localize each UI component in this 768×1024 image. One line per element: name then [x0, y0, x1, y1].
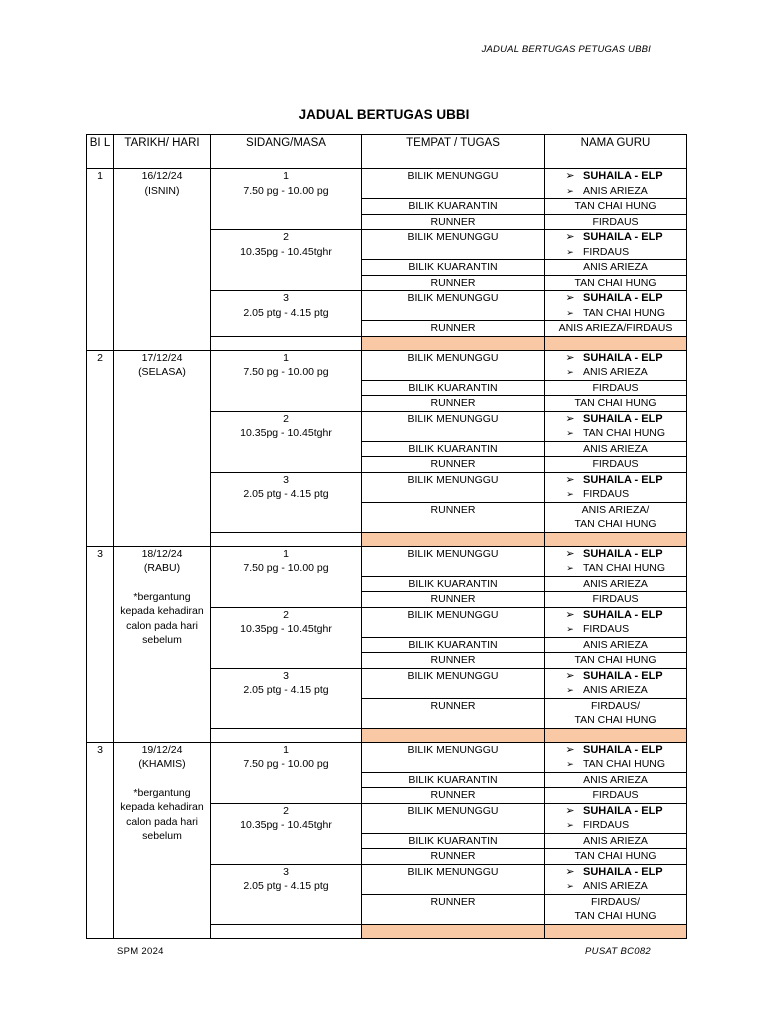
teacher-cell — [545, 396, 687, 412]
teacher-list-cell — [545, 230, 687, 260]
teacher-cell — [545, 214, 687, 230]
place-cell: BILIK KUARANTIN — [362, 772, 545, 788]
teacher-name: FIRDAUS/ — [590, 895, 640, 908]
table-row — [87, 169, 687, 199]
teacher-cell — [545, 380, 687, 396]
teacher-name: ANIS ARIEZA — [583, 577, 648, 590]
separator-cell — [545, 924, 687, 938]
session-time: 2.05 ptg - 4.15 ptg — [243, 880, 329, 892]
place-cell: RUNNER — [362, 214, 545, 230]
separator-cell — [545, 336, 687, 350]
teacher-list-item — [547, 743, 684, 758]
session-cell — [211, 350, 362, 411]
place-cell: BILIK KUARANTIN — [362, 199, 545, 215]
place-cell: RUNNER — [362, 275, 545, 291]
session-time: 7.50 pg - 10.00 pg — [243, 562, 329, 574]
arrow-bullet-icon: ➢ — [566, 759, 574, 769]
session-time: 10.35pg - 10.45tghr — [240, 623, 332, 635]
place-cell: BILIK MENUNGGU — [362, 864, 545, 894]
arrow-bullet-icon: ➢ — [565, 292, 575, 304]
place-cell: BILIK MENUNGGU — [362, 803, 545, 833]
arrow-bullet-icon: ➢ — [565, 473, 575, 486]
arrow-bullet-icon: ➢ — [566, 820, 574, 830]
teacher-cell — [545, 321, 687, 337]
day-text: (RABU) — [143, 562, 181, 574]
teacher-list-cell — [545, 411, 687, 441]
session-number: 3 — [283, 292, 289, 304]
place-cell: BILIK KUARANTIN — [362, 833, 545, 849]
lead-teacher-name: SUHAILA - ELP — [583, 547, 663, 560]
teacher-list-cell — [545, 668, 687, 698]
teacher-list-item — [547, 291, 684, 306]
day-text: (SELASA) — [138, 366, 186, 378]
teacher-name: FIRDAUS — [592, 593, 639, 605]
teacher-name: FIRDAUS — [583, 245, 630, 258]
teacher-list-item — [547, 487, 684, 502]
separator-blank — [211, 532, 362, 546]
session-number: 1 — [283, 351, 289, 364]
date-cell — [114, 742, 211, 938]
session-number: 2 — [283, 608, 289, 621]
teacher-list-item — [547, 426, 684, 441]
teacher-list-item — [547, 473, 684, 488]
teacher-list-item — [547, 669, 684, 684]
footer-exam: SPM 2024 — [117, 946, 164, 957]
teacher-cell — [545, 637, 687, 653]
place-cell: BILIK MENUNGGU — [362, 546, 545, 576]
separator-cell — [545, 728, 687, 742]
teacher-list-cell — [545, 291, 687, 321]
place-cell: BILIK KUARANTIN — [362, 441, 545, 457]
teacher-cell — [545, 894, 687, 924]
arrow-bullet-icon: ➢ — [566, 563, 574, 573]
arrow-bullet-icon: ➢ — [566, 685, 574, 695]
teacher-name: ANIS ARIEZA — [583, 261, 648, 273]
session-cell — [211, 169, 362, 230]
arrow-bullet-icon: ➢ — [565, 547, 575, 560]
teacher-name: TAN CHAI HUNG — [574, 654, 657, 666]
session-cell — [211, 546, 362, 607]
place-cell: BILIK KUARANTIN — [362, 260, 545, 276]
teacher-name: ANIS ARIEZA — [583, 184, 648, 197]
separator-cell — [362, 532, 545, 546]
lead-teacher-name: SUHAILA - ELP — [583, 170, 663, 182]
table-row — [87, 350, 687, 380]
table-row — [87, 742, 687, 772]
teacher-list-cell — [545, 803, 687, 833]
teacher-cell — [545, 502, 687, 532]
teacher-cell — [545, 833, 687, 849]
teacher-list-cell — [545, 169, 687, 199]
place-cell: BILIK KUARANTIN — [362, 637, 545, 653]
place-cell: BILIK MENUNGGU — [362, 607, 545, 637]
teacher-name: ANIS ARIEZA/ — [581, 503, 650, 516]
teacher-cell — [545, 457, 687, 473]
bil-cell: 1 — [87, 169, 114, 351]
lead-teacher-name: SUHAILA - ELP — [583, 292, 663, 304]
teacher-list-cell — [545, 350, 687, 380]
place-cell: BILIK MENUNGGU — [362, 668, 545, 698]
arrow-bullet-icon: ➢ — [565, 865, 575, 878]
place-cell: RUNNER — [362, 894, 545, 924]
session-time: 7.50 pg - 10.00 pg — [243, 184, 329, 197]
place-cell: BILIK KUARANTIN — [362, 380, 545, 396]
date-cell — [114, 546, 211, 742]
teacher-name: FIRDAUS — [592, 381, 639, 394]
place-cell: BILIK MENUNGGU — [362, 350, 545, 380]
session-time: 7.50 pg - 10.00 pg — [243, 366, 329, 378]
teacher-name: FIRDAUS — [583, 488, 630, 500]
teacher-name: ANIS ARIEZA — [583, 366, 648, 378]
place-cell: RUNNER — [362, 321, 545, 337]
table-header-row — [87, 135, 687, 169]
lead-teacher-name: SUHAILA - ELP — [583, 231, 663, 243]
arrow-bullet-icon: ➢ — [566, 489, 574, 499]
teacher-list-item — [547, 608, 684, 623]
arrow-bullet-icon: ➢ — [565, 231, 575, 243]
arrow-bullet-icon: ➢ — [566, 881, 574, 891]
date-text: 16/12/24 — [141, 170, 183, 182]
schedule-table — [86, 134, 687, 939]
arrow-bullet-icon: ➢ — [565, 412, 575, 425]
teacher-name: TAN CHAI HUNG — [583, 427, 666, 439]
teacher-list-item — [547, 683, 684, 698]
teacher-name: TAN CHAI HUNG — [583, 758, 666, 770]
place-cell: RUNNER — [362, 396, 545, 412]
teacher-list-item — [547, 412, 684, 427]
session-cell — [211, 742, 362, 803]
session-number: 3 — [283, 865, 289, 878]
teacher-list-cell — [545, 864, 687, 894]
place-cell: BILIK MENUNGGU — [362, 291, 545, 321]
footer-centre: PUSAT BC082 — [585, 946, 651, 957]
teacher-name: FIRDAUS — [583, 819, 630, 831]
teacher-list-item — [547, 865, 684, 880]
bil-cell: 2 — [87, 350, 114, 546]
lead-teacher-name: SUHAILA - ELP — [583, 412, 663, 425]
session-number: 1 — [283, 547, 289, 560]
date-text: 17/12/24 — [141, 351, 183, 364]
teacher-cell — [545, 576, 687, 592]
session-time: 7.50 pg - 10.00 pg — [243, 758, 329, 770]
session-cell — [211, 607, 362, 668]
teacher-name: ANIS ARIEZA — [583, 880, 648, 892]
teacher-list-item — [547, 622, 684, 637]
session-cell — [211, 864, 362, 924]
place-cell: BILIK MENUNGGU — [362, 472, 545, 502]
teacher-list-item — [547, 547, 684, 562]
teacher-list-item — [547, 306, 684, 321]
session-cell — [211, 230, 362, 291]
session-number: 3 — [283, 473, 289, 486]
session-number: 2 — [283, 412, 289, 425]
table-row — [87, 546, 687, 576]
session-cell — [211, 803, 362, 864]
teacher-name: TAN CHAI HUNG — [574, 200, 657, 212]
teacher-cell — [545, 772, 687, 788]
lead-teacher-name: SUHAILA - ELP — [583, 669, 663, 682]
date-cell — [114, 350, 211, 546]
teacher-cell — [545, 788, 687, 804]
session-number: 2 — [283, 804, 289, 817]
session-number: 1 — [283, 170, 289, 182]
separator-blank — [211, 924, 362, 938]
teacher-list-item — [547, 184, 684, 199]
teacher-list-item — [547, 818, 684, 833]
teacher-list-item — [547, 245, 684, 260]
lead-teacher-name: SUHAILA - ELP — [583, 865, 663, 878]
teacher-name: TAN CHAI HUNG — [574, 397, 657, 409]
day-text: (ISNIN) — [144, 184, 180, 197]
lead-teacher-name: SUHAILA - ELP — [583, 351, 663, 364]
session-time: 2.05 ptg - 4.15 ptg — [243, 684, 329, 696]
arrow-bullet-icon: ➢ — [565, 170, 575, 182]
teacher-name: TAN CHAI HUNG — [574, 518, 657, 530]
session-number: 1 — [283, 743, 289, 756]
arrow-bullet-icon: ➢ — [566, 185, 574, 196]
place-cell: BILIK KUARANTIN — [362, 576, 545, 592]
lead-teacher-name: SUHAILA - ELP — [583, 608, 663, 621]
date-cell — [114, 169, 211, 351]
place-cell: RUNNER — [362, 698, 545, 728]
teacher-list-item — [547, 351, 684, 366]
place-cell: RUNNER — [362, 592, 545, 608]
col-header-date: TARIKH/ HARI — [114, 135, 211, 169]
place-cell: RUNNER — [362, 457, 545, 473]
bil-cell: 3 — [87, 546, 114, 742]
teacher-name: TAN CHAI HUNG — [574, 850, 657, 862]
teacher-name: FIRDAUS — [592, 789, 639, 801]
session-number: 3 — [283, 669, 289, 682]
teacher-name: TAN CHAI HUNG — [583, 562, 666, 574]
teacher-list-item — [547, 230, 684, 245]
col-header-teacher: NAMA GURU — [545, 135, 687, 169]
teacher-name: ANIS ARIEZA/FIRDAUS — [558, 322, 673, 334]
teacher-cell — [545, 260, 687, 276]
teacher-list-item — [547, 879, 684, 894]
teacher-name: TAN CHAI HUNG — [574, 910, 657, 922]
teacher-list-item — [547, 365, 684, 380]
place-cell: BILIK MENUNGGU — [362, 230, 545, 260]
session-time: 10.35pg - 10.45tghr — [240, 427, 332, 439]
col-header-place: TEMPAT / TUGAS — [362, 135, 545, 169]
separator-cell — [362, 728, 545, 742]
teacher-list-cell — [545, 607, 687, 637]
document-title: JADUAL BERTUGAS UBBI — [298, 107, 470, 122]
arrow-bullet-icon: ➢ — [566, 246, 574, 257]
teacher-name: TAN CHAI HUNG — [574, 714, 657, 726]
arrow-bullet-icon: ➢ — [565, 351, 575, 364]
session-cell — [211, 472, 362, 532]
teacher-name: ANIS ARIEZA — [583, 773, 648, 786]
page-header: JADUAL BERTUGAS PETUGAS UBBI — [481, 44, 651, 55]
session-number: 2 — [283, 231, 289, 243]
session-time: 10.35pg - 10.45tghr — [240, 245, 332, 258]
teacher-name: ANIS ARIEZA — [583, 684, 648, 696]
date-text: 18/12/24 — [141, 547, 183, 560]
arrow-bullet-icon: ➢ — [565, 804, 575, 817]
place-cell: RUNNER — [362, 502, 545, 532]
teacher-name: ANIS ARIEZA — [583, 442, 648, 455]
session-cell — [211, 411, 362, 472]
teacher-list-item — [547, 169, 684, 184]
separator-cell — [545, 532, 687, 546]
session-cell — [211, 668, 362, 728]
col-header-session: SIDANG/MASA — [211, 135, 362, 169]
arrow-bullet-icon: ➢ — [565, 608, 575, 621]
session-time: 10.35pg - 10.45tghr — [240, 819, 332, 831]
teacher-list-item — [547, 757, 684, 772]
separator-blank — [211, 336, 362, 350]
teacher-name: FIRDAUS — [583, 623, 630, 635]
teacher-cell — [545, 275, 687, 291]
lead-teacher-name: SUHAILA - ELP — [583, 473, 663, 486]
session-cell — [211, 291, 362, 337]
teacher-cell — [545, 199, 687, 215]
teacher-cell — [545, 849, 687, 865]
place-cell: RUNNER — [362, 653, 545, 669]
separator-cell — [362, 336, 545, 350]
arrow-bullet-icon: ➢ — [566, 367, 574, 377]
arrow-bullet-icon: ➢ — [566, 428, 574, 438]
place-cell: RUNNER — [362, 849, 545, 865]
teacher-list-cell — [545, 742, 687, 772]
session-time: 2.05 ptg - 4.15 ptg — [243, 306, 329, 319]
day-text: (KHAMIS) — [138, 758, 186, 770]
date-text: 19/12/24 — [141, 743, 183, 756]
teacher-name: ANIS ARIEZA — [583, 638, 648, 651]
teacher-name: TAN CHAI HUNG — [574, 276, 657, 289]
teacher-list-cell — [545, 546, 687, 576]
arrow-bullet-icon: ➢ — [565, 669, 575, 682]
day-note: *bergantung kepada kehadiran calon pada hari sebelum — [120, 590, 204, 646]
place-cell: RUNNER — [362, 788, 545, 804]
bil-cell: 3 — [87, 742, 114, 938]
teacher-name: TAN CHAI HUNG — [583, 306, 666, 319]
teacher-cell — [545, 592, 687, 608]
separator-cell — [362, 924, 545, 938]
place-cell: BILIK MENUNGGU — [362, 742, 545, 772]
arrow-bullet-icon: ➢ — [566, 307, 574, 318]
col-header-bil: BI L — [87, 135, 114, 169]
teacher-name: FIRDAUS/ — [590, 699, 640, 712]
lead-teacher-name: SUHAILA - ELP — [583, 743, 663, 756]
teacher-list-cell — [545, 472, 687, 502]
place-cell: BILIK MENUNGGU — [362, 169, 545, 199]
teacher-cell — [545, 653, 687, 669]
session-time: 2.05 ptg - 4.15 ptg — [243, 488, 329, 500]
teacher-name: FIRDAUS — [592, 458, 639, 470]
place-cell: BILIK MENUNGGU — [362, 411, 545, 441]
arrow-bullet-icon: ➢ — [565, 743, 575, 756]
teacher-name: FIRDAUS — [592, 215, 639, 228]
separator-blank — [211, 728, 362, 742]
lead-teacher-name: SUHAILA - ELP — [583, 804, 663, 817]
teacher-list-item — [547, 804, 684, 819]
teacher-cell — [545, 441, 687, 457]
teacher-name: ANIS ARIEZA — [583, 834, 648, 847]
day-note: *bergantung kepada kehadiran calon pada hari sebelum — [120, 786, 204, 842]
teacher-cell — [545, 698, 687, 728]
teacher-list-item — [547, 561, 684, 576]
arrow-bullet-icon: ➢ — [566, 624, 574, 634]
